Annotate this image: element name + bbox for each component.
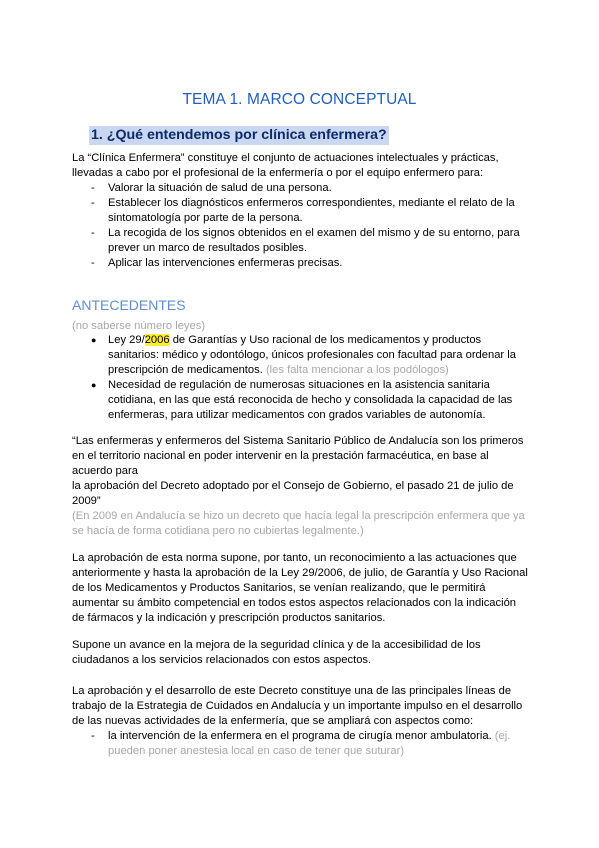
list-item-cont: sintomatología por parte de la persona. bbox=[108, 212, 303, 224]
page-title: TEMA 1. MARCO CONCEPTUAL bbox=[182, 91, 417, 108]
list-item-cont: prever un marco de resultados posibles. bbox=[108, 242, 307, 254]
bullet-line: Ley 29/2006 de Garantías y Uso racional de los medicamentos y productos bbox=[108, 334, 482, 346]
bullet-line-cont: prescripción de medicamentos. (les falta mencionar a los podólogos) bbox=[108, 364, 449, 376]
highlighted-year: 2006 bbox=[144, 334, 170, 346]
paragraph-line: de fármacos y la indicación y prescripción productos sanitarios. bbox=[72, 612, 386, 624]
quote-line: acuerdo para bbox=[72, 465, 138, 477]
intro-line-1: La “Clínica Enfermera” constituye el conjunto de actuaciones intelectuales y prácticas, bbox=[72, 152, 499, 164]
antecedentes-heading: ANTECEDENTES bbox=[72, 297, 186, 313]
quote-note: (En 2009 en Andalucía se hizo un decreto que hacía legal la prescripción enfermera que ya bbox=[72, 510, 525, 522]
section-heading: 1. ¿Qué entendemos por clínica enfermera? bbox=[91, 127, 387, 143]
quote-note: se hacía de forma cotidiana pero no cubiertas legalmente.) bbox=[72, 525, 364, 537]
bullet-dot: ● bbox=[91, 380, 97, 390]
antecedentes-note: (no saberse número leyes) bbox=[72, 320, 206, 332]
paragraph-line: trabajo de la Estrategia de Cuidados en Andalucía y un importante impulso en el desarrollo bbox=[72, 700, 523, 712]
bullet-dot: ● bbox=[91, 335, 97, 345]
quote-line: 2009” bbox=[72, 495, 101, 507]
paragraph-line: Supone un avance en la mejora de la seguridad clínica y de la accesibilidad de los bbox=[72, 639, 481, 651]
paragraph-line: de las nuevas actividades de la enfermería, que se ampliará con aspectos como: bbox=[72, 715, 474, 727]
bullet-note: (les falta mencionar a los podólogos) bbox=[262, 364, 449, 376]
list-item-note: (ej. bbox=[491, 730, 511, 742]
list-item: Establecer los diagnósticos enfermeros correspondientes, mediante el relato de la bbox=[108, 197, 515, 209]
dash-marker: - bbox=[91, 182, 95, 194]
dash-marker: - bbox=[91, 730, 95, 742]
bullet-line-cont: enfermeras, para utilizar medicamentos con grados variables de autonomía. bbox=[108, 409, 486, 421]
dash-marker: - bbox=[91, 257, 95, 269]
paragraph-line: La aprobación de esta norma supone, por tanto, un reconocimiento a las actuaciones que bbox=[72, 552, 517, 564]
bullet-line: Necesidad de regulación de numerosas situaciones en la asistencia sanitaria bbox=[108, 379, 490, 391]
paragraph-line: anteriormente y hasta la aprobación de la Ley 29/2006, de julio, de Garantía y Uso Racional bbox=[72, 567, 528, 579]
dash-marker: - bbox=[91, 197, 95, 209]
quote-line: en el territorio nacional en poder intervenir en la prestación farmacéutica, en base al bbox=[72, 450, 489, 462]
list-item: Valorar la situación de salud de una persona. bbox=[108, 182, 332, 194]
quote-line: la aprobación del Decreto adoptado por el Consejo de Gobierno, el pasado 21 de julio de bbox=[72, 480, 514, 492]
bullet-line-cont: cotidiana, en las que está reconocida de hecho y consolidada la capacidad de las bbox=[108, 394, 513, 406]
dash-marker: - bbox=[91, 227, 95, 239]
list-item: la intervención de la enfermera en el programa de cirugía menor ambulatoria. (ej. bbox=[108, 730, 511, 742]
intro-line-2: llevadas a cabo por el profesional de la enfermería o por el equipo enfermero para: bbox=[72, 167, 484, 179]
list-item-note-cont: pueden poner anestesia local en caso de tener que suturar) bbox=[108, 745, 405, 757]
paragraph-line: aumentar su ámbito competencial en todos estos aspectos relacionados con la indicación bbox=[72, 597, 517, 609]
quote-line: “Las enfermeras y enfermeros del Sistema Sanitario Público de Andalucía son los primeros bbox=[72, 435, 524, 447]
paragraph-line: La aprobación y el desarrollo de este Decreto constituye una de las principales líneas de bbox=[72, 685, 512, 697]
paragraph-line: ciudadanos a los servicios relacionados con estos aspectos. bbox=[72, 654, 372, 666]
bullet-line-cont: sanitarios: médico y odontólogo, únicos profesionales con facultad para ordenar la bbox=[108, 349, 516, 361]
list-item: Aplicar las intervenciones enfermeras precisas. bbox=[108, 257, 343, 269]
paragraph-line: de los Medicamentos y Productos Sanitarios, se venían realizando, que le permitirá bbox=[72, 582, 486, 594]
list-item: La recogida de los signos obtenidos en el examen del mismo y de su entorno, para bbox=[108, 227, 520, 239]
